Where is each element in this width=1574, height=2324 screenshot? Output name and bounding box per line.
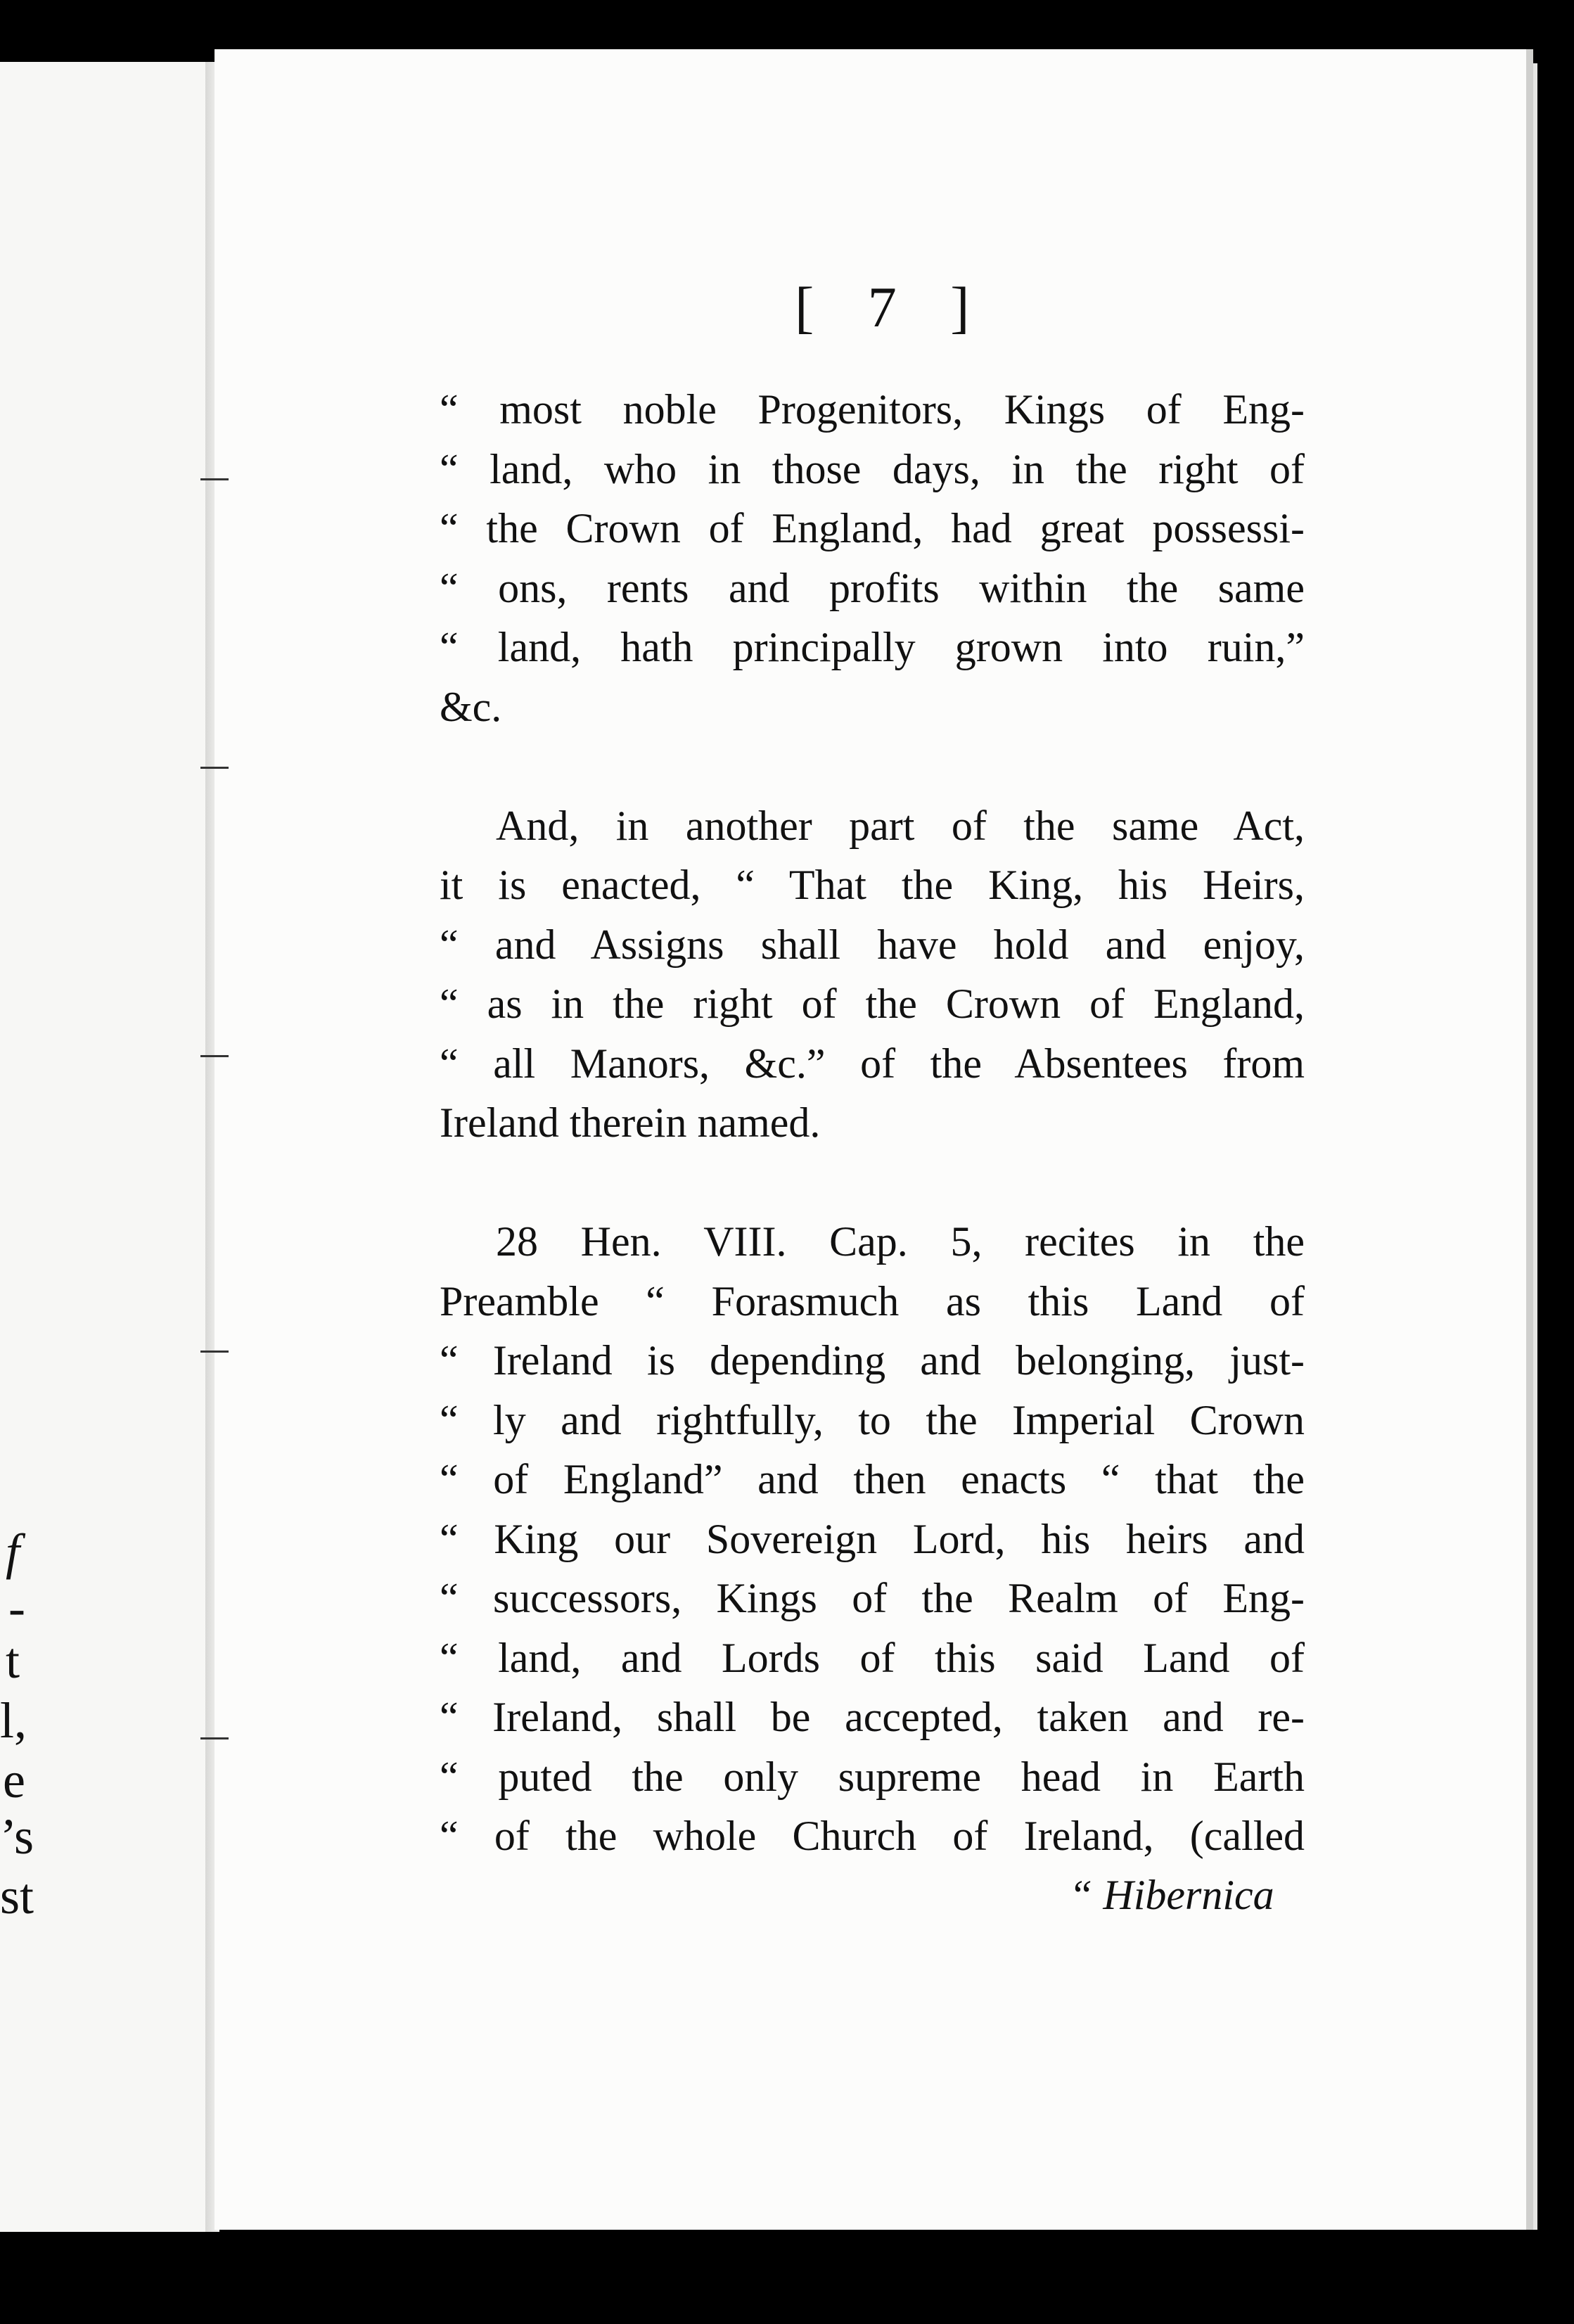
left-fragment: st [0, 1868, 34, 1924]
text-line: “ as in the right of the Crown of England, [440, 981, 1305, 1027]
text-line: “ Ireland is depending and belonging, just- [440, 1337, 1305, 1384]
text-line: “ of the whole Church of Ireland, (called [440, 1813, 1305, 1859]
left-fragment: t [6, 1633, 20, 1689]
left-fragment: ’s [0, 1808, 34, 1865]
text-line: “ land, hath principally grown into ruin,” [440, 624, 1305, 670]
stitch-mark [200, 767, 229, 769]
text-line: “ of England” and then enacts “ that the [440, 1456, 1305, 1502]
stitch-mark [200, 1737, 229, 1739]
stitch-mark [200, 1351, 229, 1353]
text-line: “ all Manors, &c.” of the Absentees from [440, 1040, 1305, 1087]
catchword: “ Hibernica [1069, 1872, 1274, 1918]
left-fragment: f [6, 1524, 20, 1580]
page-edge-inner [1533, 63, 1537, 2230]
page-number: [ 7 ] [795, 275, 990, 339]
paragraph-gap [440, 1153, 1305, 1213]
left-fragment: - [8, 1580, 25, 1636]
stitch-mark [200, 1055, 229, 1057]
page-edge [1526, 49, 1533, 2230]
text-line: “ most noble Progenitors, Kings of Eng- [440, 386, 1305, 433]
text-line: “ ons, rents and profits within the same [440, 564, 1305, 611]
text-line: And, in another part of the same Act, [496, 802, 1305, 849]
text-line: “ land, who in those days, in the right of [440, 445, 1305, 492]
text-line: “ successors, Kings of the Realm of Eng- [440, 1575, 1305, 1621]
text-line: “ and Assigns shall have hold and enjoy, [440, 921, 1305, 968]
left-fragment: e [3, 1752, 25, 1808]
text-line: 28 Hen. VIII. Cap. 5, recites in the [496, 1218, 1305, 1265]
text-line: Preamble “ Forasmuch as this Land of [440, 1277, 1305, 1324]
left-fragment: l, [0, 1692, 27, 1749]
text-line: “ the Crown of England, had great possessi- [440, 505, 1305, 551]
text-line: it is enacted, “ That the King, his Heirs, [440, 862, 1305, 908]
text-line: &c. [440, 683, 502, 730]
text-line: “ ly and rightfully, to the Imperial Crown [440, 1396, 1305, 1443]
text-line: Ireland therein named. [440, 1099, 821, 1146]
stitch-mark [200, 478, 229, 480]
text-line: “ King our Sovereign Lord, his heirs and [440, 1515, 1305, 1562]
text-line: “ puted the only supreme head in Earth [440, 1753, 1305, 1800]
body-text [440, 380, 1305, 1866]
paragraph-gap [440, 736, 1305, 796]
text-line: “ Ireland, shall be accepted, taken and re- [440, 1694, 1305, 1740]
text-line: “ land, and Lords of this said Land of [440, 1634, 1305, 1681]
